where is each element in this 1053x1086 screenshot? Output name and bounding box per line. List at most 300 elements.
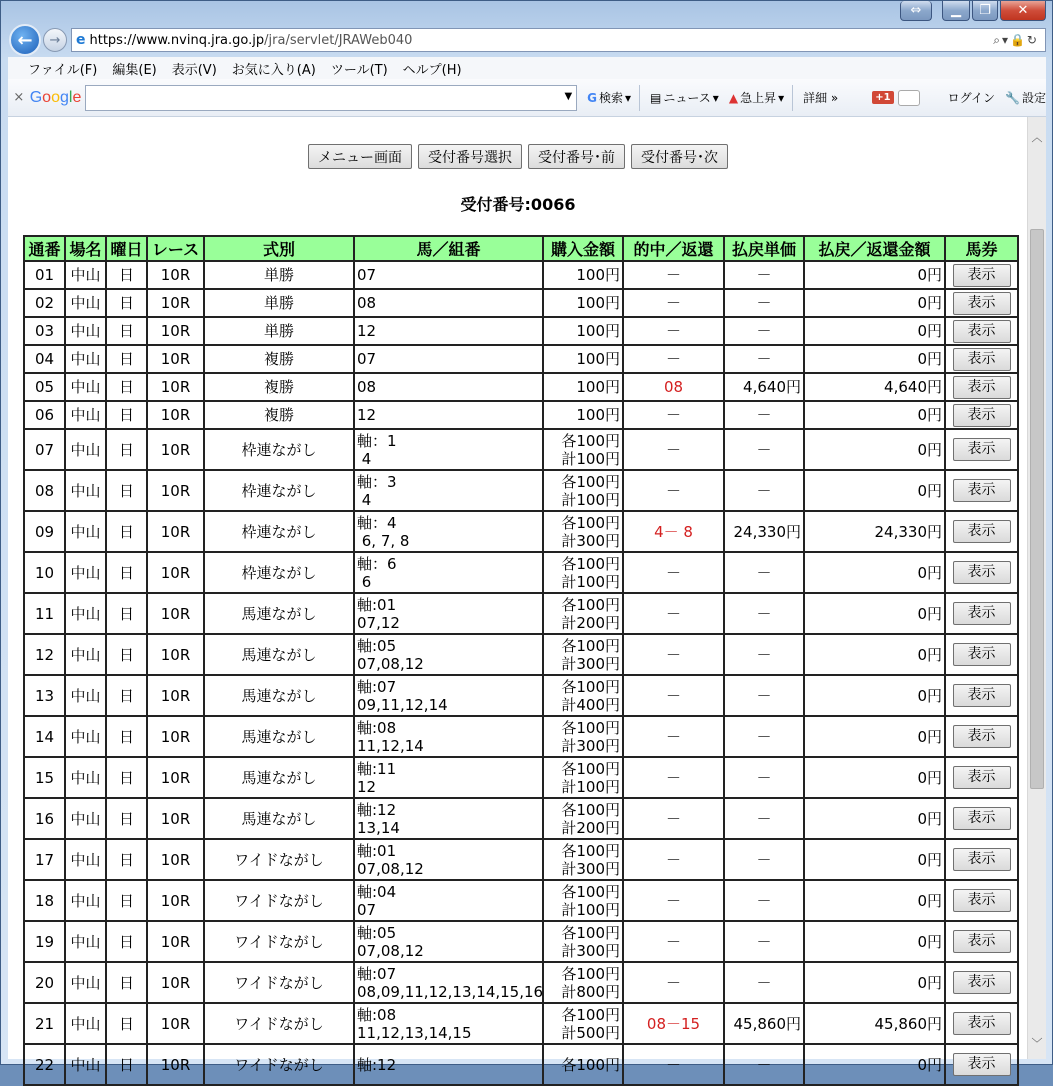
show-ticket-button[interactable]: 表示 xyxy=(953,438,1011,461)
cell-type: 単勝 xyxy=(204,261,354,289)
cell-no: 21 xyxy=(24,1003,65,1044)
cell-payout: 0円 xyxy=(804,839,945,880)
cell-hit: － xyxy=(623,401,724,429)
col-header: 払戻／返還金額 xyxy=(804,236,945,261)
cell-unit-payout: － xyxy=(724,317,804,345)
cell-unit-payout: － xyxy=(724,552,804,593)
cell-place: 中山 xyxy=(65,401,106,429)
page-content xyxy=(8,117,1028,1074)
amount-line: 各100円 xyxy=(561,759,620,778)
cell-place: 中山 xyxy=(65,593,106,634)
amount-line: 各100円 xyxy=(561,1005,620,1024)
cell-type: 枠連ながし xyxy=(204,552,354,593)
show-ticket-button[interactable]: 表示 xyxy=(953,766,1011,789)
news-icon: ▤ xyxy=(650,90,662,105)
receipt-number: 受付番号:0066 xyxy=(460,195,576,214)
combo-line: 軸:12 xyxy=(357,1055,397,1074)
cell-ticket xyxy=(945,1003,1018,1044)
show-ticket-button[interactable]: 表示 xyxy=(953,1012,1011,1035)
amount-line: 各100円 xyxy=(561,718,620,737)
amount-line: 計100円 xyxy=(561,900,620,919)
combo-line: 軸:08 xyxy=(357,1005,397,1024)
cell-type: ワイドながし xyxy=(204,1003,354,1044)
cell-place: 中山 xyxy=(65,261,106,289)
menu-screen-button[interactable]: メニュー画面 xyxy=(308,144,412,169)
cell-unit-payout: － xyxy=(724,470,804,511)
combo-line: 4 xyxy=(357,449,372,468)
cell-unit-payout: 45,860円 xyxy=(724,1003,804,1044)
cell-ticket xyxy=(945,921,1018,962)
combo-line: 6, 7, 8 xyxy=(357,531,410,550)
table-row xyxy=(24,289,1018,317)
cell-race: 10R xyxy=(147,511,204,552)
cell-amount xyxy=(543,921,623,962)
cell-race: 10R xyxy=(147,373,204,401)
show-ticket-button[interactable]: 表示 xyxy=(953,561,1011,584)
cell-place: 中山 xyxy=(65,962,106,1003)
cell-hit: － xyxy=(623,880,724,921)
cell-day: 日 xyxy=(106,757,147,798)
show-ticket-button[interactable]: 表示 xyxy=(953,264,1011,287)
cell-place: 中山 xyxy=(65,552,106,593)
combo-line: 軸:01 xyxy=(357,841,397,860)
show-ticket-button[interactable]: 表示 xyxy=(953,520,1011,543)
cell-hit: － xyxy=(623,1044,724,1085)
menu-edit[interactable]: 編集(E) xyxy=(112,62,157,78)
cell-type: ワイドながし xyxy=(204,839,354,880)
menu-file[interactable]: ファイル(F) xyxy=(28,62,98,78)
cell-hit: － xyxy=(623,716,724,757)
gplus-count xyxy=(898,90,920,106)
amount-line: 各100円 xyxy=(561,800,620,819)
cell-ticket xyxy=(945,289,1018,317)
show-ticket-button[interactable]: 表示 xyxy=(953,807,1011,830)
cell-unit-payout: － xyxy=(724,921,804,962)
cell-combo xyxy=(354,289,543,317)
cell-ticket xyxy=(945,552,1018,593)
cell-payout: 0円 xyxy=(804,401,945,429)
maximize-button[interactable]: ❐ xyxy=(972,1,998,21)
cell-amount xyxy=(543,261,623,289)
cell-unit-payout: － xyxy=(724,593,804,634)
combo-line: 軸:07 xyxy=(357,964,397,983)
amount-line: 計100円 xyxy=(561,449,620,468)
ie-page-icon: e xyxy=(76,32,86,48)
cell-unit-payout: 4,640円 xyxy=(724,373,804,401)
cell-type: 馬連ながし xyxy=(204,593,354,634)
tab-toggle-button[interactable]: ⇔ xyxy=(900,1,932,21)
receipt-select-button[interactable]: 受付番号選択 xyxy=(418,144,522,169)
combo-line: 07,12 xyxy=(357,613,400,632)
table-row xyxy=(24,593,1018,634)
cell-no: 22 xyxy=(24,1044,65,1085)
show-ticket-button[interactable]: 表示 xyxy=(953,1053,1011,1076)
cell-hit: － xyxy=(623,429,724,470)
combo-line: 軸:08 xyxy=(357,718,397,737)
cell-ticket xyxy=(945,429,1018,470)
login-button[interactable]: ログイン xyxy=(947,91,996,105)
show-ticket-button[interactable]: 表示 xyxy=(953,889,1011,912)
cell-place: 中山 xyxy=(65,373,106,401)
cell-amount xyxy=(543,289,623,317)
cell-place: 中山 xyxy=(65,921,106,962)
minimize-button[interactable]: ▁ xyxy=(942,1,970,21)
cell-combo xyxy=(354,593,543,634)
combo-line: 07 xyxy=(357,900,377,919)
cell-hit: － xyxy=(623,289,724,317)
cell-type: 枠連ながし xyxy=(204,511,354,552)
cell-amount xyxy=(543,716,623,757)
cell-ticket xyxy=(945,634,1018,675)
cell-amount xyxy=(543,345,623,373)
cell-payout: 0円 xyxy=(804,1044,945,1085)
cell-race: 10R xyxy=(147,470,204,511)
combo-line: 軸：6 xyxy=(357,554,397,573)
combo-line: 軸：3 xyxy=(357,472,397,491)
cell-day: 日 xyxy=(106,289,147,317)
cell-day: 日 xyxy=(106,634,147,675)
settings-button[interactable] xyxy=(1005,89,1046,106)
show-ticket-button[interactable]: 表示 xyxy=(953,684,1011,707)
cell-amount xyxy=(543,839,623,880)
vertical-scrollbar[interactable] xyxy=(1027,117,1046,1059)
toolbar-news-label: ニュース xyxy=(663,91,711,105)
combo-line: 12 xyxy=(357,322,377,340)
table-row xyxy=(24,261,1018,289)
cell-hit: － xyxy=(623,798,724,839)
table-row xyxy=(24,798,1018,839)
combo-line: 軸:12 xyxy=(357,800,397,819)
cell-hit: － xyxy=(623,962,724,1003)
cell-amount xyxy=(543,317,623,345)
combo-line: 12 xyxy=(357,406,377,424)
cell-day: 日 xyxy=(106,593,147,634)
table-row xyxy=(24,675,1018,716)
cell-combo xyxy=(354,317,543,345)
cell-place: 中山 xyxy=(65,675,106,716)
scrollbar-thumb[interactable] xyxy=(1030,229,1044,789)
cell-combo xyxy=(354,880,543,921)
combo-line: 軸:01 xyxy=(357,595,397,614)
cell-race: 10R xyxy=(147,962,204,1003)
cell-ticket xyxy=(945,839,1018,880)
cell-no: 08 xyxy=(24,470,65,511)
combo-line: 4 xyxy=(357,490,372,509)
col-header: 馬／組番 xyxy=(354,236,543,261)
col-header: 購入金額 xyxy=(543,236,623,261)
cell-hit: － xyxy=(623,552,724,593)
menu-tools[interactable]: ツール(T) xyxy=(330,62,388,78)
cell-amount xyxy=(543,962,623,1003)
combo-line: 12 xyxy=(357,777,377,796)
table-row xyxy=(24,511,1018,552)
amount-line: 計800円 xyxy=(561,982,620,1001)
amount-line: 計300円 xyxy=(561,859,620,878)
cell-type: ワイドながし xyxy=(204,880,354,921)
cell-unit-payout: － xyxy=(724,634,804,675)
cell-no: 03 xyxy=(24,317,65,345)
amount-line: 100円 xyxy=(576,350,620,368)
arrow-up-icon: ▲ xyxy=(728,90,739,105)
toolbar-close-icon[interactable]: × xyxy=(13,90,25,105)
cell-combo xyxy=(354,757,543,798)
cell-hit: － xyxy=(623,634,724,675)
cell-no: 09 xyxy=(24,511,65,552)
menu-favorites[interactable]: お気に入り(A) xyxy=(231,62,316,78)
amount-line: 計300円 xyxy=(561,941,620,960)
cell-type: 馬連ながし xyxy=(204,798,354,839)
cell-hit: － xyxy=(623,675,724,716)
col-header: 馬券 xyxy=(945,236,1018,261)
show-ticket-button[interactable]: 表示 xyxy=(953,479,1011,502)
combo-line: 11,12,14 xyxy=(357,736,424,755)
scroll-down-icon[interactable]: ﹀ xyxy=(1031,1037,1043,1050)
cell-payout: 0円 xyxy=(804,345,945,373)
cell-type: 複勝 xyxy=(204,401,354,429)
show-ticket-button[interactable]: 表示 xyxy=(953,404,1011,427)
cell-payout: 0円 xyxy=(804,880,945,921)
amount-line: 各100円 xyxy=(561,1055,620,1074)
forward-button[interactable] xyxy=(43,28,67,52)
cell-race: 10R xyxy=(147,552,204,593)
toolbar-search-label: 検索 xyxy=(599,91,624,105)
show-ticket-button[interactable]: 表示 xyxy=(953,725,1011,748)
cell-no: 04 xyxy=(24,345,65,373)
show-ticket-button[interactable]: 表示 xyxy=(953,602,1011,625)
cell-combo xyxy=(354,345,543,373)
cell-day: 日 xyxy=(106,675,147,716)
back-button[interactable] xyxy=(9,24,41,56)
combo-line: 08 xyxy=(357,294,377,312)
cell-combo xyxy=(354,261,543,289)
cell-place: 中山 xyxy=(65,345,106,373)
combo-line: 軸：4 xyxy=(357,513,397,532)
cell-race: 10R xyxy=(147,921,204,962)
cell-combo xyxy=(354,716,543,757)
gplus-button[interactable] xyxy=(872,90,919,106)
table-row xyxy=(24,839,1018,880)
table-row xyxy=(24,401,1018,429)
cell-payout: 24,330円 xyxy=(804,511,945,552)
table-header-row xyxy=(24,236,1018,261)
amount-line: 計300円 xyxy=(561,736,620,755)
cell-combo xyxy=(354,839,543,880)
amount-line: 計400円 xyxy=(561,695,620,714)
combo-line: 07 xyxy=(357,350,377,368)
cell-ticket xyxy=(945,261,1018,289)
cell-hit: 4－ 8 xyxy=(623,511,724,552)
amount-line: 各100円 xyxy=(561,472,620,491)
cell-place: 中山 xyxy=(65,757,106,798)
amount-line: 各100円 xyxy=(561,923,620,942)
show-ticket-button[interactable]: 表示 xyxy=(953,292,1011,315)
cell-payout: 0円 xyxy=(804,429,945,470)
address-bar[interactable] xyxy=(71,28,1046,52)
url-path: /jra/servlet/JRAWeb040 xyxy=(264,32,413,48)
amount-line: 計500円 xyxy=(561,1023,620,1042)
cell-unit-payout: － xyxy=(724,716,804,757)
cell-combo xyxy=(354,511,543,552)
cell-no: 12 xyxy=(24,634,65,675)
toolbar-news-button[interactable]: ▤ ニュース ▾ xyxy=(650,90,719,105)
cell-amount xyxy=(543,552,623,593)
cell-race: 10R xyxy=(147,289,204,317)
cell-place: 中山 xyxy=(65,317,106,345)
cell-payout: 45,860円 xyxy=(804,1003,945,1044)
cell-day: 日 xyxy=(106,1044,147,1085)
cell-no: 10 xyxy=(24,552,65,593)
cell-combo xyxy=(354,552,543,593)
cell-day: 日 xyxy=(106,261,147,289)
table-row xyxy=(24,1044,1018,1085)
cell-race: 10R xyxy=(147,880,204,921)
cell-ticket xyxy=(945,880,1018,921)
cell-day: 日 xyxy=(106,317,147,345)
cell-type: 馬連ながし xyxy=(204,716,354,757)
table-row xyxy=(24,962,1018,1003)
show-ticket-button[interactable]: 表示 xyxy=(953,971,1011,994)
cell-unit-payout: － xyxy=(724,962,804,1003)
cell-amount xyxy=(543,798,623,839)
cell-no: 17 xyxy=(24,839,65,880)
cell-race: 10R xyxy=(147,345,204,373)
cell-amount xyxy=(543,880,623,921)
chevron-down-icon[interactable]: ▼ xyxy=(564,90,573,102)
cell-day: 日 xyxy=(106,470,147,511)
cell-type: 複勝 xyxy=(204,373,354,401)
cell-no: 06 xyxy=(24,401,65,429)
amount-line: 計200円 xyxy=(561,613,620,632)
cell-hit: － xyxy=(623,757,724,798)
cell-day: 日 xyxy=(106,552,147,593)
table-row xyxy=(24,552,1018,593)
show-ticket-button[interactable]: 表示 xyxy=(953,930,1011,953)
cell-race: 10R xyxy=(147,261,204,289)
cell-unit-payout: － xyxy=(724,798,804,839)
amount-line: 各100円 xyxy=(561,513,620,532)
page-header-cutoff xyxy=(8,105,1028,128)
cell-hit: － xyxy=(623,261,724,289)
combo-line: 軸：1 xyxy=(357,431,397,450)
gplus-icon: +1 xyxy=(872,91,893,104)
cell-ticket xyxy=(945,345,1018,373)
cell-payout: 4,640円 xyxy=(804,373,945,401)
show-ticket-button[interactable]: 表示 xyxy=(953,376,1011,399)
cell-combo xyxy=(354,1044,543,1085)
cell-type: 枠連ながし xyxy=(204,429,354,470)
table-row xyxy=(24,634,1018,675)
cell-amount xyxy=(543,634,623,675)
show-ticket-button[interactable]: 表示 xyxy=(953,848,1011,871)
combo-line: 13,14 xyxy=(357,818,400,837)
cell-ticket xyxy=(945,373,1018,401)
combo-line: 11,12,13,14,15 xyxy=(357,1023,472,1042)
table-row xyxy=(24,429,1018,470)
cell-amount xyxy=(543,373,623,401)
cell-place: 中山 xyxy=(65,634,106,675)
cell-place: 中山 xyxy=(65,511,106,552)
cell-amount xyxy=(543,675,623,716)
cell-day: 日 xyxy=(106,716,147,757)
col-header: 通番 xyxy=(24,236,65,261)
cell-no: 01 xyxy=(24,261,65,289)
cell-race: 10R xyxy=(147,839,204,880)
cell-unit-payout: － xyxy=(724,880,804,921)
amount-line: 計100円 xyxy=(561,490,620,509)
toolbar-search-button[interactable]: G 検索 ▾ xyxy=(587,90,632,105)
amount-line: 100円 xyxy=(576,406,620,424)
receipt-next-button[interactable]: 受付番号･次 xyxy=(631,144,728,169)
cell-no: 05 xyxy=(24,373,65,401)
cell-day: 日 xyxy=(106,880,147,921)
toolbar-more-button[interactable]: 詳細 » xyxy=(803,91,839,105)
cell-amount xyxy=(543,593,623,634)
cell-race: 10R xyxy=(147,401,204,429)
cell-hit: － xyxy=(623,470,724,511)
cell-day: 日 xyxy=(106,511,147,552)
toolbar-rising-button[interactable]: ▲ 急上昇 ▾ xyxy=(728,90,785,105)
menu-view[interactable]: 表示(V) xyxy=(171,62,217,78)
col-header: レース xyxy=(147,236,204,261)
table-row xyxy=(24,716,1018,757)
amount-line: 各100円 xyxy=(561,636,620,655)
cell-place: 中山 xyxy=(65,839,106,880)
cell-type: 単勝 xyxy=(204,317,354,345)
menu-help[interactable]: ヘルプ(H) xyxy=(402,62,462,78)
cell-amount xyxy=(543,470,623,511)
cell-place: 中山 xyxy=(65,470,106,511)
cell-day: 日 xyxy=(106,401,147,429)
show-ticket-button[interactable]: 表示 xyxy=(953,643,1011,666)
amount-line: 100円 xyxy=(576,294,620,312)
cell-payout: 0円 xyxy=(804,921,945,962)
cell-race: 10R xyxy=(147,1003,204,1044)
close-button[interactable]: ✕ xyxy=(1000,1,1046,21)
combo-line: 08,09,11,12,13,14,15,16 xyxy=(357,982,544,1001)
cell-combo xyxy=(354,470,543,511)
cell-payout: 0円 xyxy=(804,317,945,345)
cell-ticket xyxy=(945,716,1018,757)
combo-line: 軸:04 xyxy=(357,882,397,901)
cell-ticket xyxy=(945,757,1018,798)
cell-race: 10R xyxy=(147,675,204,716)
cell-day: 日 xyxy=(106,429,147,470)
cell-payout: 0円 xyxy=(804,716,945,757)
cell-race: 10R xyxy=(147,634,204,675)
cell-payout: 0円 xyxy=(804,593,945,634)
table-row xyxy=(24,921,1018,962)
cell-place: 中山 xyxy=(65,716,106,757)
scroll-up-icon[interactable]: ︿ xyxy=(1031,131,1043,144)
cell-ticket xyxy=(945,675,1018,716)
cell-day: 日 xyxy=(106,798,147,839)
combo-line: 軸:11 xyxy=(357,759,397,778)
combo-line: 6 xyxy=(357,572,372,591)
show-ticket-button[interactable]: 表示 xyxy=(953,348,1011,371)
cell-combo xyxy=(354,1003,543,1044)
col-header: 曜日 xyxy=(106,236,147,261)
cell-amount xyxy=(543,1044,623,1085)
combo-line: 07,08,12 xyxy=(357,859,424,878)
show-ticket-button[interactable]: 表示 xyxy=(953,320,1011,343)
search-lock-refresh-icon[interactable]: ⌕▾🔒↻ xyxy=(993,32,1039,47)
cell-combo xyxy=(354,921,543,962)
cell-ticket xyxy=(945,798,1018,839)
cell-combo xyxy=(354,429,543,470)
receipt-prev-button[interactable]: 受付番号･前 xyxy=(528,144,625,169)
cell-no: 19 xyxy=(24,921,65,962)
combo-line: 07,08,12 xyxy=(357,654,424,673)
